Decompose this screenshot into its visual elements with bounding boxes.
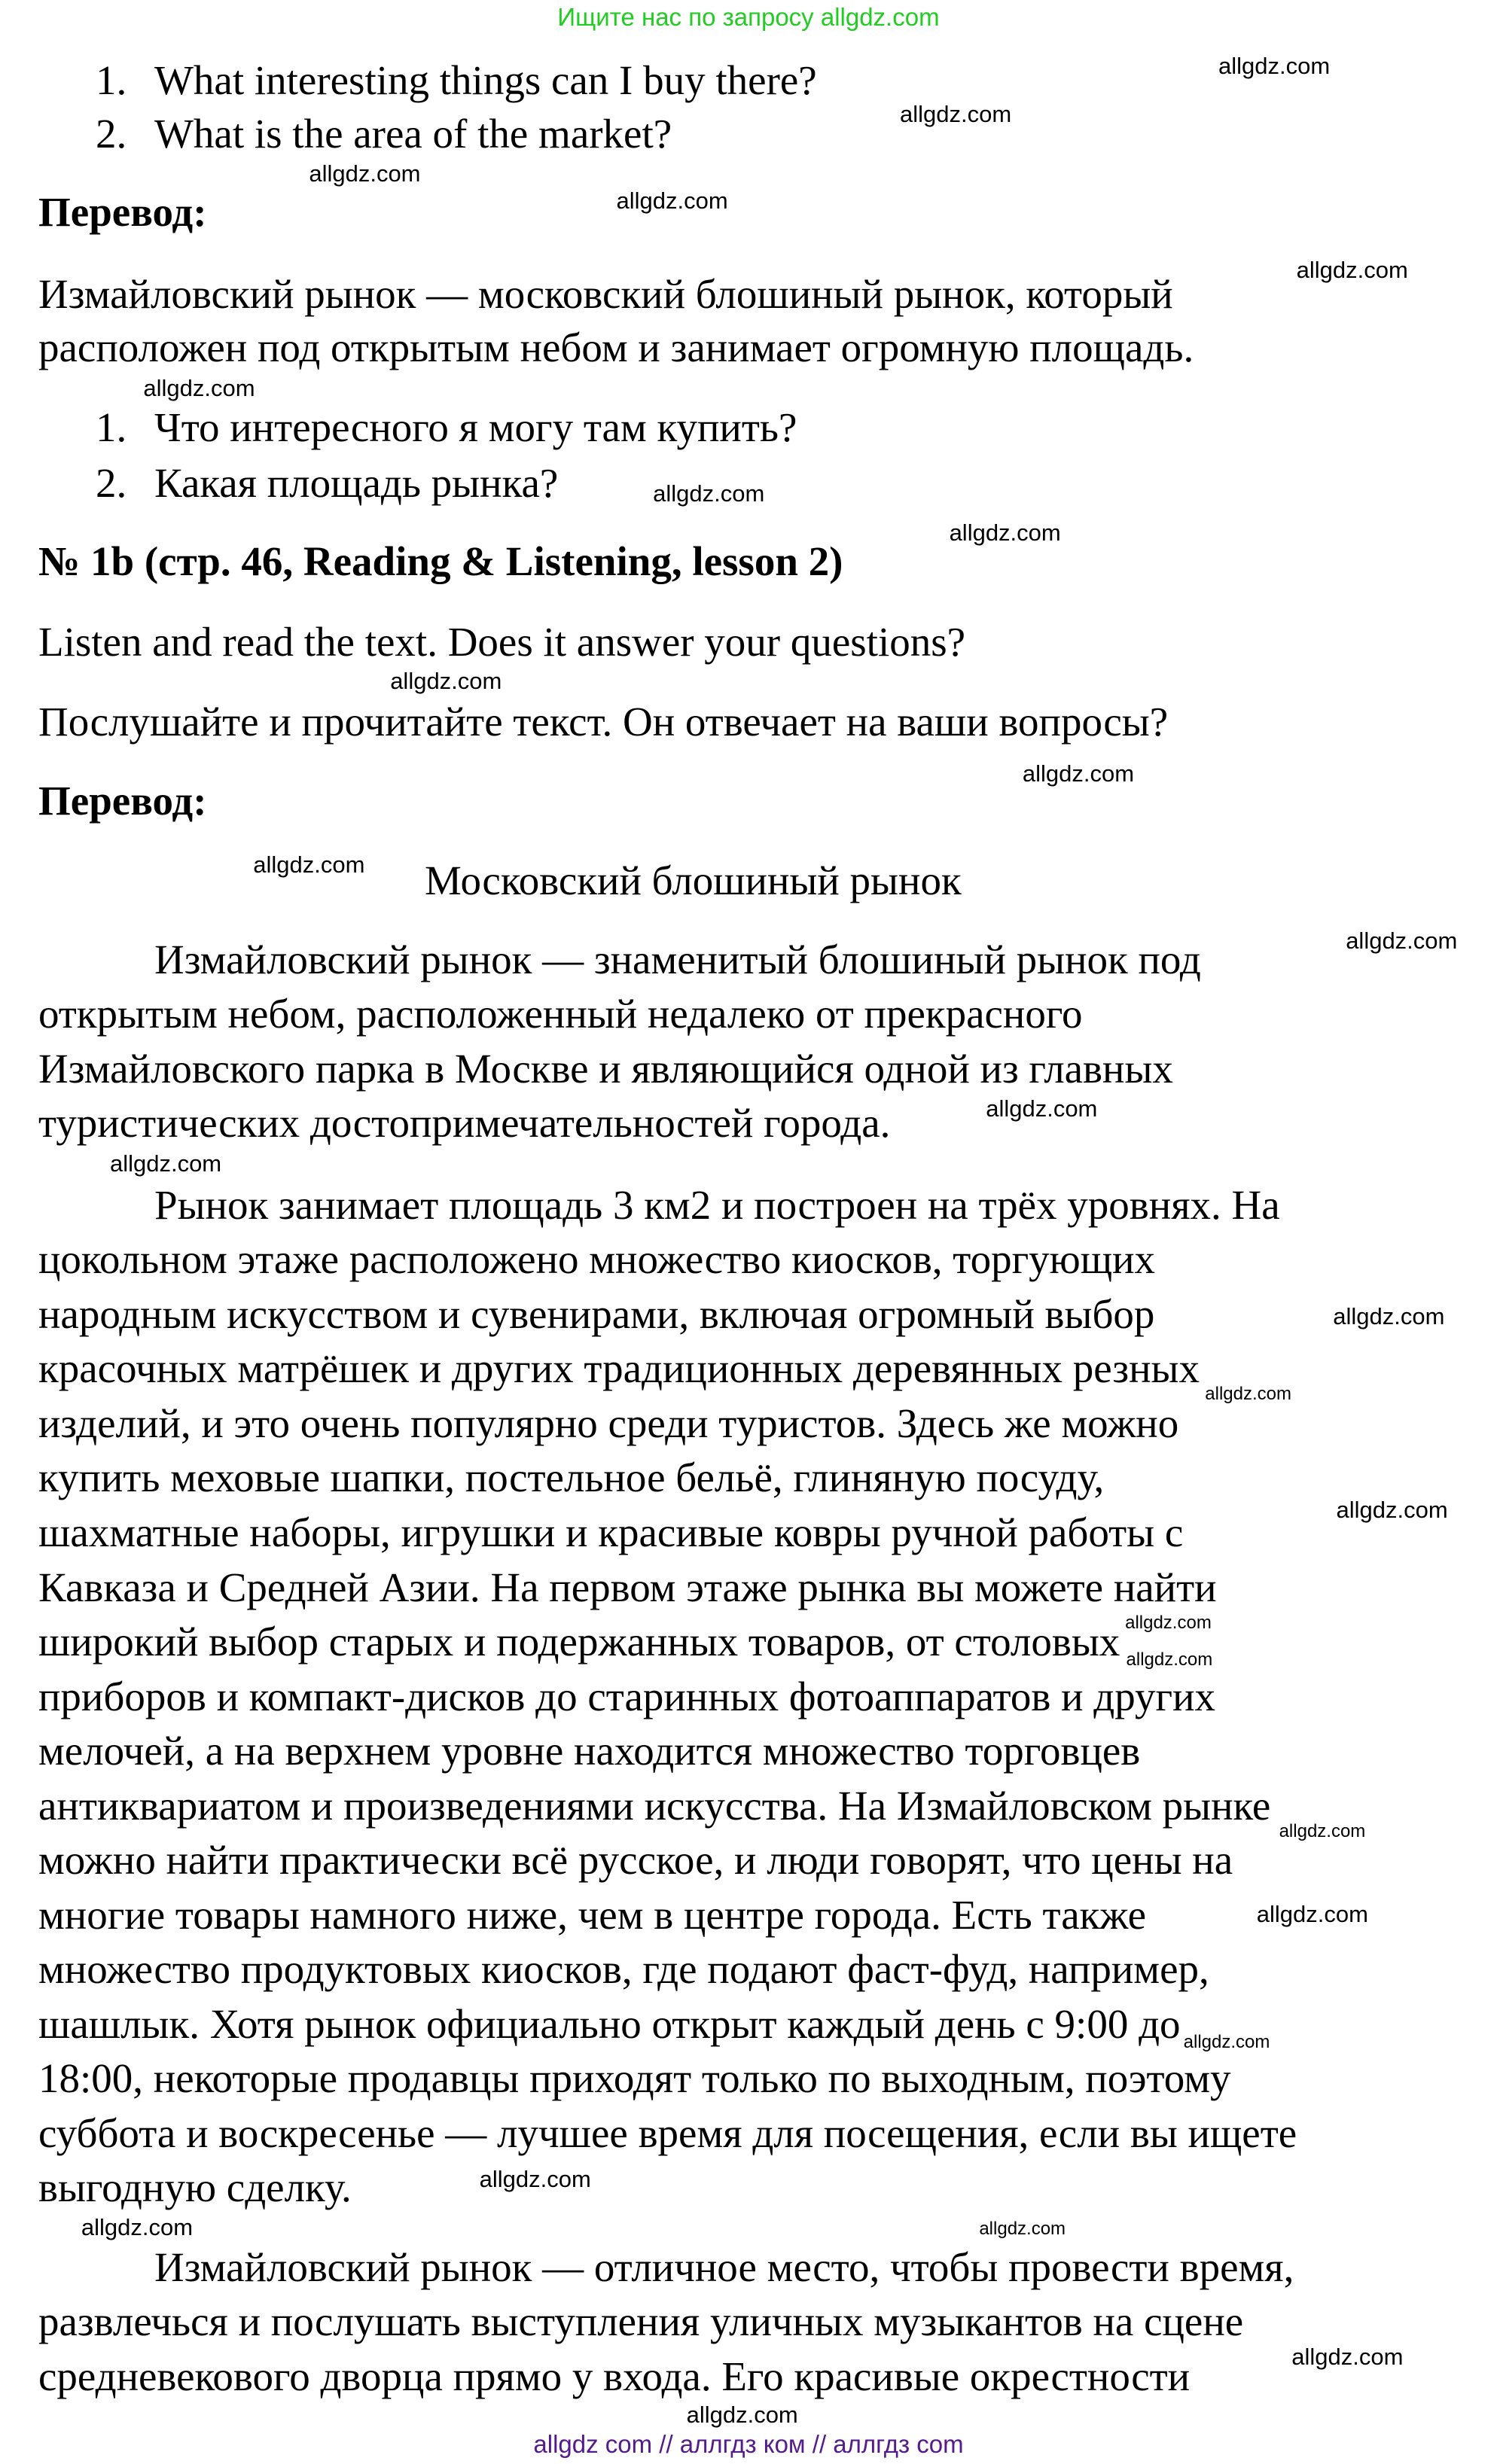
- paragraph-line: можно найти практически всё русское, и люди говорят, что цены на: [38, 1837, 1233, 1884]
- watermark: allgdz.com: [1126, 1649, 1213, 1671]
- watermark: allgdz.com: [979, 2219, 1066, 2240]
- watermark: allgdz.com: [653, 480, 765, 507]
- list-number: 2.: [96, 110, 127, 157]
- text-line: Измайловский рынок — московский блошиный рынок, который: [38, 270, 1173, 317]
- list-number: 1.: [96, 404, 127, 451]
- paragraph-line: цокольном этаже расположено множество киосков, торгующих: [38, 1236, 1156, 1283]
- paragraph-line: открытым небом, расположенный недалеко от прекрасного: [38, 991, 1083, 1037]
- paragraph-line: Измайловский рынок — отличное место, чтобы провести время,: [154, 2243, 1294, 2290]
- watermark: allgdz.com: [1336, 1497, 1448, 1524]
- paragraph-line: развлечься и послушать выступления уличных музыкантов на сцене: [38, 2298, 1244, 2345]
- watermark: allgdz.com: [479, 2165, 591, 2192]
- watermark: allgdz.com: [949, 519, 1061, 547]
- paragraph-line: широкий выбор старых и подержанных товаров, от столовых: [38, 1619, 1120, 1665]
- task-instruction-en: Listen and read the text. Does it answer your questions?: [38, 618, 966, 665]
- translation-heading: Перевод:: [38, 777, 207, 824]
- watermark: allgdz.com: [81, 2214, 194, 2241]
- watermark: allgdz.com: [1183, 2032, 1270, 2053]
- text-title: Московский блошиный рынок: [425, 857, 962, 904]
- paragraph-line: множество продуктовых киосков, где подают фаст-фуд, например,: [38, 1946, 1209, 1993]
- list-number: 1.: [96, 56, 127, 103]
- paragraph-line: туристических достопримечательностей города.: [38, 1100, 891, 1147]
- watermark: allgdz.com: [253, 851, 365, 879]
- paragraph-line: красочных матрёшек и других традиционных деревянных резных: [38, 1345, 1200, 1392]
- watermark: allgdz.com: [1125, 1613, 1212, 1634]
- paragraph-line: антиквариатом и произведениями искусства. На Измайловском рынке: [38, 1782, 1271, 1829]
- question-en: What interesting things can I buy there?: [154, 56, 817, 103]
- watermark: allgdz.com: [143, 375, 255, 402]
- watermark: allgdz.com: [1256, 1901, 1368, 1928]
- paragraph-line: приборов и компакт-дисков до старинных фотоаппаратов и других: [38, 1673, 1216, 1719]
- watermark: allgdz.com: [900, 101, 1012, 128]
- watermark: allgdz.com: [1296, 257, 1408, 284]
- list-number: 2.: [96, 459, 127, 506]
- watermark: allgdz.com: [686, 2401, 798, 2428]
- paragraph-line: 18:00, некоторые продавцы приходят только по выходным, поэтому: [38, 2055, 1231, 2102]
- task-heading: № 1b (стр. 46, Reading & Listening, lesson 2): [38, 538, 843, 585]
- watermark: allgdz.com: [390, 667, 502, 694]
- watermark: allgdz.com: [309, 160, 421, 187]
- paragraph-line: многие товары намного ниже, чем в центре города. Есть также: [38, 1891, 1147, 1938]
- watermark: allgdz.com: [1333, 1303, 1445, 1330]
- paragraph-line: Измайловский рынок — знаменитый блошиный рынок под: [154, 936, 1201, 982]
- watermark: allgdz.com: [986, 1095, 1098, 1122]
- paragraph-line: изделий, и это очень популярно среди туристов. Здесь же можно: [38, 1400, 1179, 1446]
- watermark: allgdz.com: [1218, 52, 1331, 79]
- paragraph-line: шахматные наборы, игрушки и красивые ковры ручной работы с: [38, 1509, 1184, 1555]
- text-line: расположен под открытым небом и занимает огромную площадь.: [38, 324, 1194, 370]
- watermark: allgdz.com: [1291, 2343, 1404, 2370]
- paragraph-line: купить меховые шапки, постельное бельё, глиняную посуду,: [38, 1454, 1105, 1501]
- watermark: allgdz.com: [616, 187, 728, 215]
- top-banner: Ищите нас по запросу allgdz.com: [557, 3, 940, 31]
- paragraph-line: Измайловского парка в Москве и являющийся одной из главных: [38, 1045, 1173, 1092]
- paragraph-line: Кавказа и Средней Азии. На первом этаже рынка вы можете найти: [38, 1564, 1217, 1610]
- question-ru: Что интересного я могу там купить?: [154, 404, 797, 451]
- paragraph-line: Рынок занимает площадь 3 км2 и построен на трёх уровнях. На: [154, 1181, 1280, 1228]
- paragraph-line: народным искусством и сувенирами, включая огромный выбор: [38, 1290, 1155, 1337]
- translation-heading: Перевод:: [38, 189, 207, 236]
- watermark: allgdz.com: [1346, 927, 1458, 954]
- task-instruction-ru: Послушайте и прочитайте текст. Он отвечает на ваши вопросы?: [38, 699, 1169, 745]
- watermark: allgdz.com: [109, 1150, 222, 1177]
- watermark: allgdz.com: [1279, 1820, 1366, 1841]
- paragraph-line: мелочей, а на верхнем уровне находится множество торговцев: [38, 1728, 1141, 1774]
- paragraph-line: выгодную сделку.: [38, 2164, 352, 2211]
- paragraph-line: суббота и воскресенье — лучшее время для посещения, если вы ищете: [38, 2109, 1297, 2156]
- bottom-banner: allgdz com // аллгдз ком // аллгдз com: [533, 2430, 964, 2458]
- question-en: What is the area of the market?: [154, 110, 672, 157]
- watermark: allgdz.com: [1022, 760, 1135, 787]
- paragraph-line: шашлык. Хотя рынок официально открыт каждый день с 9:00 до: [38, 2000, 1181, 2047]
- question-ru: Какая площадь рынка?: [154, 459, 559, 506]
- paragraph-line: средневекового дворца прямо у входа. Его красивые окрестности: [38, 2353, 1191, 2399]
- watermark: allgdz.com: [1205, 1383, 1291, 1404]
